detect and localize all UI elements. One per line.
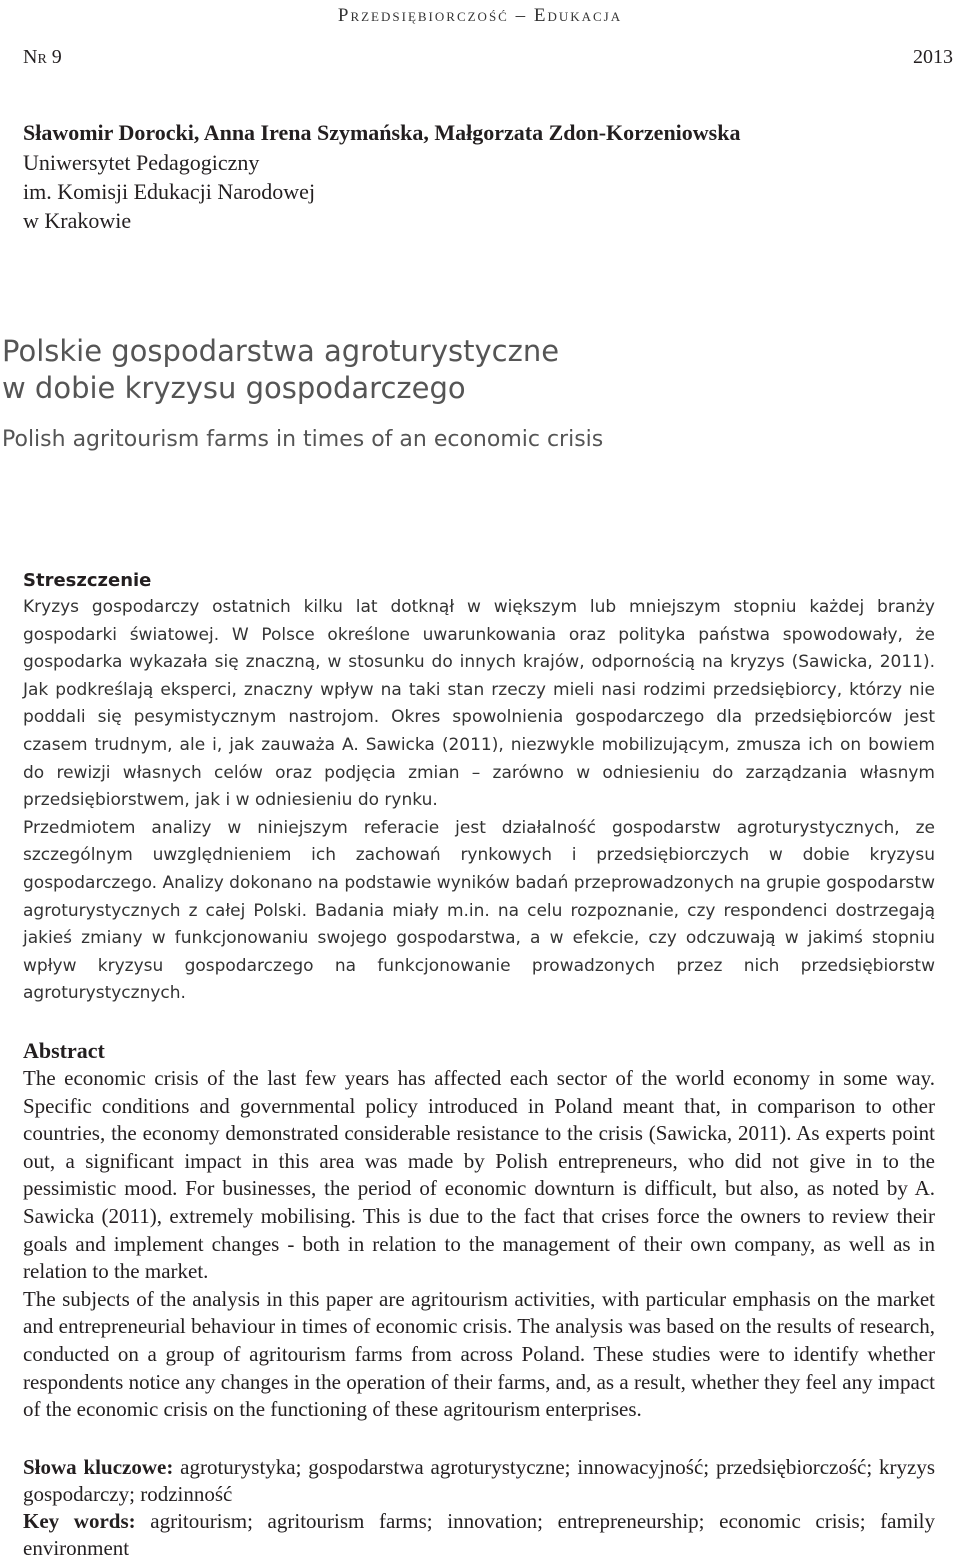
author-block: [23, 118, 943, 235]
summary-paragraph: Kryzys gospodarczy ostatnich kilku lat dotknął w większym lub mniejszym stopniu każdej branży gospodarki światowej. W Polsce określone uwarunkowania oraz polityka państwa spowodowały, że gospodarka wykazała się znaczną, w stosunku do innych krajów, odpornością na kryzys (Sawicka, 2011). Jak podkreślają eksperci, znaczny wpływ na taki stan rzeczy mieli nasi rodzimi przedsiębiorcy, którzy nie poddali się pesymistycznym nastrojom. Okres spowolnienia gospodarczego dla przedsiębiorców jest czasem trudnym, ale i, jak zauważa A. Sawicka (2011), niezwykle mobilizującym, zmusza ich on bowiem do rewizji własnych celów oraz podjęcia zmian – zarówno w odniesieniu do zarządzania własnym przedsiębiorstwem, jak i w odniesieniu do rynku.: [23, 597, 935, 811]
english-keywords: [23, 1508, 935, 1562]
issue-number: Nr 9: [23, 46, 62, 68]
article-title-line: w dobie kryzysu gospodarczego: [2, 371, 466, 405]
issue-year: 2013: [913, 46, 953, 68]
summary-paragraph: Przedmiotem analizy w niniejszym referacie jest działalność gospodarstw agroturystycznych, ze szczególnym uwzględnieniem ich zachowań rynkowych i przedsiębiorczych w dobie kryzysu gospodarczego. Analizy dokonano na podstawie wyników badań przeprowadzonych na grupie gospodarstw agroturystycznych z całej Polski. Badania miały m.in. na celu rozpoznanie, czy respondenci dostrzegają jakieś zmiany w funkcjonowaniu swojego gospodarstwa, a w efekcie, czy odczuwają w jakimś stopniu wpływ kryzysu gospodarczego na funkcjonowanie prowadzonych przez nich przedsiębiorstw agroturystycznych.: [23, 817, 935, 1004]
journal-running-head: Przedsiębiorczość – Edukacja: [337, 5, 623, 26]
polish-keywords-label: Słowa kluczowe:: [23, 1455, 174, 1479]
title-block: [2, 333, 952, 455]
abstract-heading: Abstract: [23, 1038, 105, 1063]
english-keywords-text: agritourism; agritourism farms; innovation; entrepreneurship; economic crisis; family environment: [23, 1509, 936, 1560]
affiliation-line: im. Komisji Edukacji Narodowej: [23, 179, 316, 204]
abstract-paragraph: The economic crisis of the last few years has affected each sector of the world economy in some way. Specific conditions and governmental policy introduced in Poland meant that, in comparison to other countries, the economy demonstrated considerable resistance to the crisis (Sawicka, 2011). As experts point out, a significant impact in this area was made by Polish entrepreneurs, who did not give in to the pessimistic mood. For businesses, the period of economic downturn is difficult, but also, as noted by A. Sawicka (2011), extremely mobilising. This is due to the fact that crises force the owners to review their goals and implement changes - both in relation to the management of their own company, as well as in relation to the market.: [23, 1066, 935, 1284]
english-keywords-label: Key words:: [23, 1509, 136, 1533]
polish-keywords-text: agroturystyka; gospodarstwa agroturystyczne; innowacyjność; przedsiębiorczość; kryzys gospodarczy; rodzinność: [23, 1455, 936, 1506]
polish-keywords: [23, 1454, 935, 1508]
polish-summary: [23, 568, 935, 1008]
issue-row: [23, 46, 953, 72]
english-title: Polish agritourism farms in times of an economic crisis: [2, 427, 604, 452]
english-abstract: [23, 1036, 935, 1424]
affiliation-line: w Krakowie: [23, 208, 132, 233]
article-title-line: Polskie gospodarstwa agroturystyczne: [2, 334, 560, 368]
affiliation-line: Uniwersytet Pedagogiczny: [23, 150, 260, 175]
author-names: Sławomir Dorocki, Anna Irena Szymańska, Małgorzata Zdon-Korzeniowska: [23, 120, 741, 145]
abstract-paragraph: The subjects of the analysis in this paper are agritourism activities, with particular emphasis on the market and entrepreneurial behaviour in times of economic crisis. The analysis was based on the results of research, conducted on a group of agritourism farms from across Poland. These studies were to identify whether respondents notice any changes in the operation of their farms, and, as a result, whether they feel any impact of the economic crisis on the functioning of these agritourism enterprises.: [23, 1286, 935, 1422]
keywords-block: [23, 1454, 935, 1562]
summary-heading: Streszczenie: [23, 570, 152, 591]
